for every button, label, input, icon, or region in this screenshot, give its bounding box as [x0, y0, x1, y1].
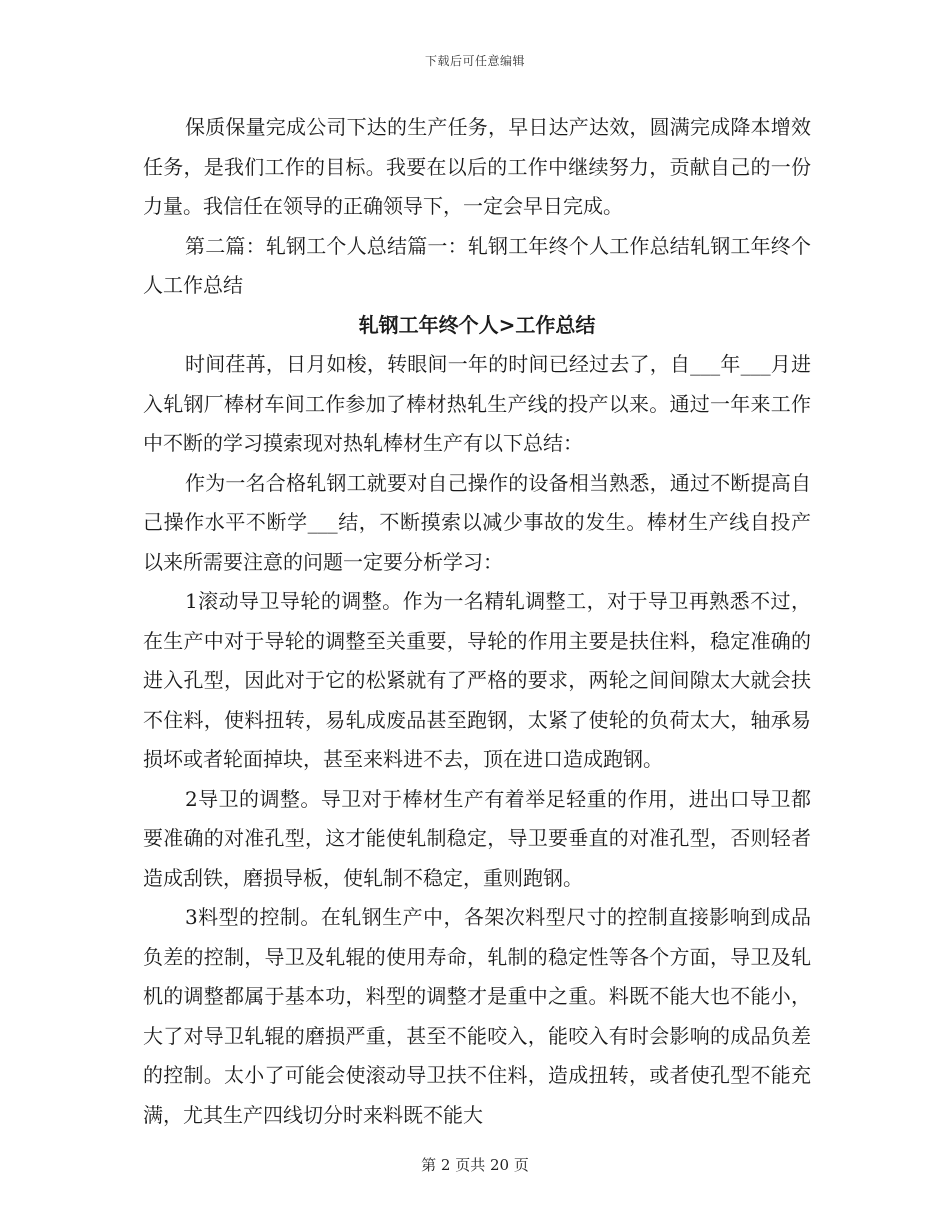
- body-paragraph-5: 3料型的控制。在轧钢生产中，各架次料型尺寸的控制直接影响到成品负差的控制，导卫及轧辊的使用寿命，轧制的稳定性等各个方面，导卫及轧机的调整都属于基本功，料型的调整才是重中之重。料既不能大也不能小，大了对导卫轧辊的磨损严重，甚至不能咬入，能咬入有时会影响的成品负差的控制。太小了可能会使滚动导卫扶不住料，造成扭转，或者使孔型不能充满，尤其生产四线切分时来料既不能大: [143, 905, 811, 1127]
- page-header-note: 下载后可任意编辑: [424, 54, 525, 68]
- paragraph-1: 保质保量完成公司下达的生产任务，早日达产达效，圆满完成降本增效任务，是我们工作的目标。我要在以后的工作中继续努力，贡献自己的一份力量。我信任在领导的正确领导下，一定会早日完成。: [143, 115, 811, 218]
- paragraph-2: 第二篇：轧钢工个人总结篇一：轧钢工年终个人工作总结轧钢工年终个人工作总结: [143, 233, 811, 297]
- page-number: 第 2 页共 20 页: [421, 1156, 529, 1174]
- body-paragraph-2: 作为一名合格轧钢工就要对自己操作的设备相当熟悉，通过不断提高自己操作水平不断学___结，不断摸索以减少事故的发生。棒材生产线自投产以来所需要注意的问题一定要分析学习：: [143, 470, 811, 574]
- document-body: [143, 108, 811, 1135]
- section-title: 轧钢工年终个人>工作总结: [358, 312, 596, 337]
- body-paragraph-1: 时间荏苒，日月如梭，转眼间一年的时间已经过去了，自___年___月进入轧钢厂棒材车间工作参加了棒材热轧生产线的投产以来。通过一年来工作中不断的学习摸索现对热轧棒材生产有以下总结：: [143, 352, 811, 455]
- body-paragraph-3: 1滚动导卫导轮的调整。作为一名精轧调整工，对于导卫再熟悉不过，在生产中对于导轮的调整至关重要，导轮的作用主要是扶住料，稳定准确的进入孔型，因此对于它的松紧就有了严格的要求，两轮之间间隙太大就会扶不住料，使料扭转，易轧成废品甚至跑钢，太紧了使轮的负荷太大，轴承易损坏或者轮面掉块，甚至来料进不去，顶在进口造成跑钢。: [143, 589, 811, 771]
- body-paragraph-4: 2导卫的调整。导卫对于棒材生产有着举足轻重的作用，进出口导卫都要准确的对准孔型，这才能使轧制稳定，导卫要垂直的对准孔型，否则轻者造成刮铁，磨损导板，使轧制不稳定，重则跑钢。: [143, 786, 811, 890]
